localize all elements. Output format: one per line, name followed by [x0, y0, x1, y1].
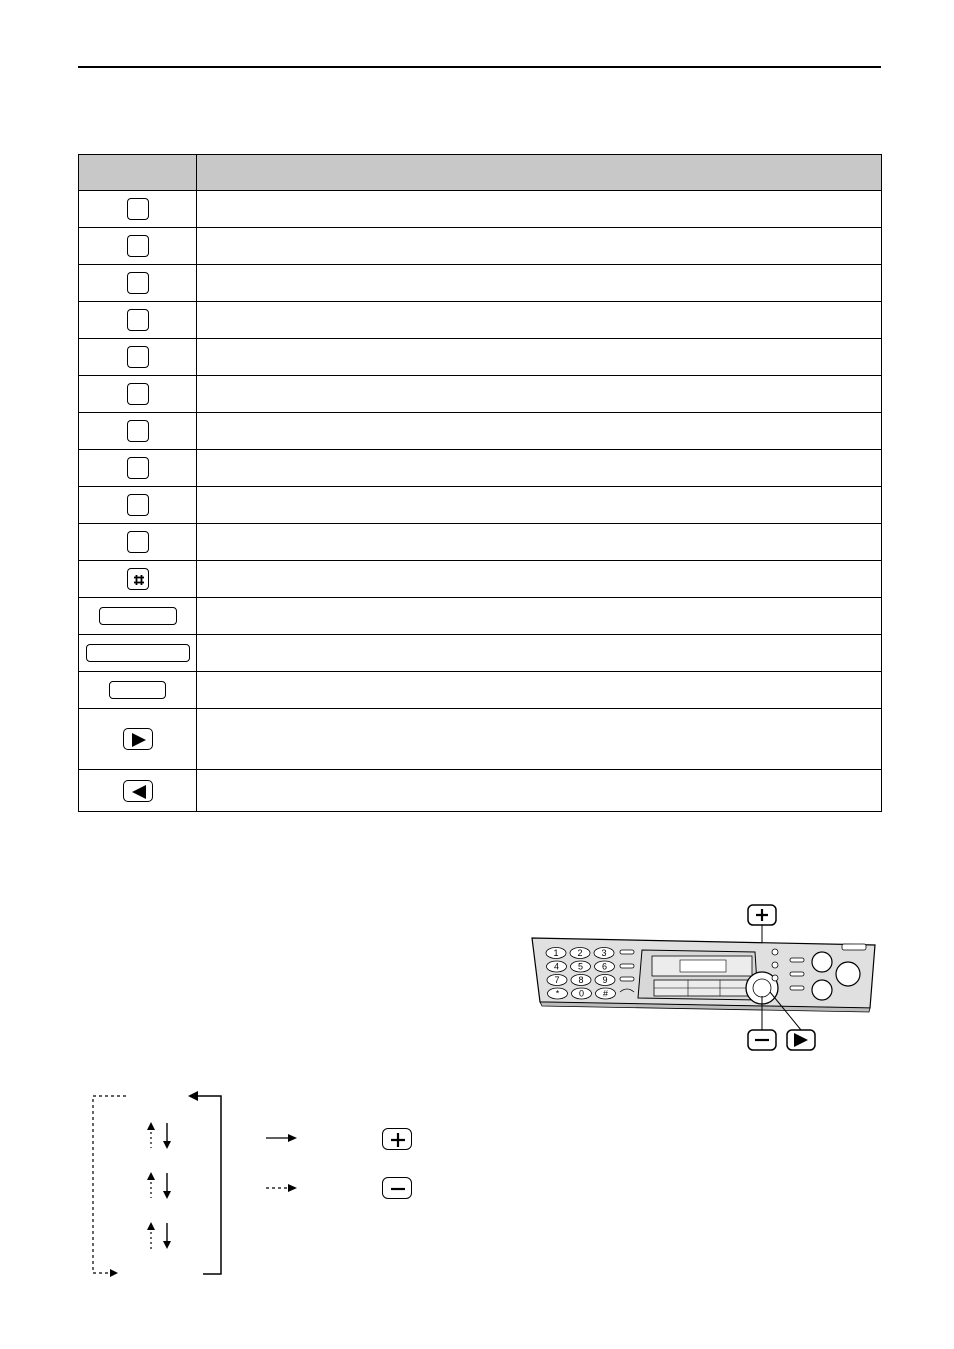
keypad-key-label: 6: [601, 961, 608, 972]
table-row: [79, 709, 882, 770]
table-row: [79, 302, 882, 339]
row-description: [197, 228, 882, 265]
keypad-key-label: 5: [577, 961, 584, 972]
row-description: [197, 635, 882, 672]
keypad-key-label: 2: [577, 948, 583, 959]
table-row: [79, 450, 882, 487]
control-panel-illustration: [530, 900, 880, 1060]
wide-key-button: [99, 607, 177, 625]
table-row: [79, 376, 882, 413]
key-button: [127, 346, 149, 368]
table-row: [79, 561, 882, 598]
row-description: [197, 191, 882, 228]
table-row: [79, 770, 882, 812]
legend-minus-icon: [382, 1177, 412, 1199]
right-arrow-icon: [123, 728, 153, 750]
row-description: [197, 339, 882, 376]
key-button: [127, 531, 149, 553]
wide-key-button: [86, 644, 190, 662]
table-row: [79, 191, 882, 228]
header-desc-col: [197, 155, 882, 191]
updown-arrows-3: [147, 1222, 171, 1249]
keypad-key-label: 3: [601, 948, 607, 959]
keypad-key-label: 9: [602, 975, 608, 986]
left-arrow-icon: [123, 780, 153, 802]
table-row: [79, 598, 882, 635]
row-description: [197, 672, 882, 709]
keypad-key-label: #: [602, 988, 609, 999]
keypad-key-label: 1: [553, 948, 559, 959]
key-button: [127, 272, 149, 294]
table-header-row: [79, 155, 882, 191]
table-row: [79, 228, 882, 265]
table-row: [79, 413, 882, 450]
table-row: [79, 265, 882, 302]
hash-key-icon: [127, 568, 149, 590]
legend-dashed-arrow: [266, 1184, 297, 1192]
key-table: [78, 154, 882, 812]
row-description: [197, 450, 882, 487]
row-description: [197, 376, 882, 413]
row-description: [197, 265, 882, 302]
table-row: [79, 487, 882, 524]
updown-arrows-1: [147, 1122, 171, 1149]
callout-plus-icon: [748, 905, 776, 925]
table-row: [79, 635, 882, 672]
keypad-key-label: 0: [578, 988, 585, 999]
table-row: [79, 524, 882, 561]
key-button: [127, 457, 149, 479]
row-description: [197, 302, 882, 339]
row-description: [197, 524, 882, 561]
keypad-key-label: 7: [554, 975, 560, 986]
keypad-key-label: 8: [578, 975, 584, 986]
row-description: [197, 561, 882, 598]
table-row: [79, 339, 882, 376]
legend-plus-icon: [382, 1128, 412, 1150]
key-button: [127, 309, 149, 331]
row-description: [197, 709, 882, 770]
header-key-col: [79, 155, 197, 191]
row-description: [197, 770, 882, 812]
key-button: [127, 235, 149, 257]
callout-right-arrow-icon: [787, 1030, 815, 1050]
row-description: [197, 598, 882, 635]
key-button: [127, 494, 149, 516]
top-rule: [78, 66, 881, 68]
key-button: [127, 383, 149, 405]
wide-key-button: [109, 681, 166, 699]
keypad-key-label: *: [555, 988, 560, 999]
keypad-key-label: 4: [553, 961, 560, 972]
cycle-diagram: [88, 1085, 448, 1290]
key-button: [127, 420, 149, 442]
callout-minus-icon: [748, 1030, 776, 1050]
updown-arrows-2: [147, 1172, 171, 1199]
row-description: [197, 413, 882, 450]
key-button: [127, 198, 149, 220]
legend-solid-arrow: [266, 1134, 297, 1142]
row-description: [197, 487, 882, 524]
table-row: [79, 672, 882, 709]
